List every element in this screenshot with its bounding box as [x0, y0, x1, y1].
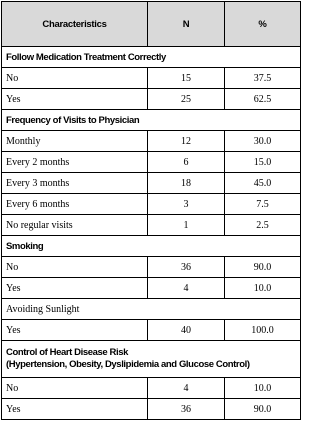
characteristics-table	[1, 1, 301, 420]
row-percent: 7.5	[225, 194, 301, 215]
row-count: 15	[148, 68, 225, 89]
row-percent: 37.5	[225, 68, 301, 89]
row-label: Yes	[2, 399, 148, 420]
row-percent: 90.0	[225, 257, 301, 278]
table-row	[2, 320, 301, 341]
row-count: 36	[148, 399, 225, 420]
row-label: Yes	[2, 320, 148, 341]
row-count: 6	[148, 152, 225, 173]
table-row	[2, 215, 301, 236]
row-label: No	[2, 378, 148, 399]
section-title-text: Avoiding Sunlight	[6, 303, 80, 315]
row-label: Every 2 months	[2, 152, 148, 173]
section-title-text: Control of Heart Disease Risk	[6, 347, 128, 358]
row-count: 4	[148, 378, 225, 399]
section-title	[2, 47, 301, 68]
row-percent: 90.0	[225, 399, 301, 420]
row-percent: 100.0	[225, 320, 301, 341]
header-percent: %	[225, 2, 301, 47]
row-percent: 10.0	[225, 278, 301, 299]
table-row	[2, 131, 301, 152]
row-count: 1	[148, 215, 225, 236]
row-percent: 45.0	[225, 173, 301, 194]
table-row	[2, 194, 301, 215]
section-title-subtext: (Hypertension, Obesity, Dyslipidemia and Glucose Control)	[6, 359, 250, 370]
row-label: No	[2, 68, 148, 89]
row-count: 36	[148, 257, 225, 278]
section-title	[2, 110, 301, 131]
row-label: No	[2, 257, 148, 278]
table-row	[2, 378, 301, 399]
row-label: No regular visits	[2, 215, 148, 236]
row-percent: 30.0	[225, 131, 301, 152]
row-count: 3	[148, 194, 225, 215]
section-title	[2, 236, 301, 257]
header-row	[2, 2, 301, 47]
row-count: 18	[148, 173, 225, 194]
row-count: 25	[148, 89, 225, 110]
table-row	[2, 68, 301, 89]
header-characteristics: Characteristics	[2, 2, 148, 47]
row-label: Yes	[2, 89, 148, 110]
table-row	[2, 173, 301, 194]
row-label: Every 3 months	[2, 173, 148, 194]
table-row	[2, 89, 301, 110]
table-row	[2, 278, 301, 299]
table-row	[2, 257, 301, 278]
section-title-text: Smoking	[6, 240, 44, 252]
section-header-row	[2, 110, 301, 131]
row-count: 4	[148, 278, 225, 299]
header-n: N	[148, 2, 225, 47]
table-body	[2, 47, 301, 420]
section-header-row	[2, 236, 301, 257]
section-title-text: Frequency of Visits to Physician	[6, 114, 140, 126]
row-percent: 15.0	[225, 152, 301, 173]
section-header-row	[2, 47, 301, 68]
row-count: 40	[148, 320, 225, 341]
row-label: Every 6 months	[2, 194, 148, 215]
row-count: 12	[148, 131, 225, 152]
section-header-row	[2, 341, 301, 378]
section-title	[2, 299, 301, 320]
table-row	[2, 152, 301, 173]
section-title	[2, 341, 301, 378]
row-percent: 10.0	[225, 378, 301, 399]
section-header-row	[2, 299, 301, 320]
row-label: Yes	[2, 278, 148, 299]
section-title-text: Follow Medication Treatment Correctly	[6, 51, 166, 63]
row-percent: 62.5	[225, 89, 301, 110]
row-label: Monthly	[2, 131, 148, 152]
table-row	[2, 399, 301, 420]
row-percent: 2.5	[225, 215, 301, 236]
